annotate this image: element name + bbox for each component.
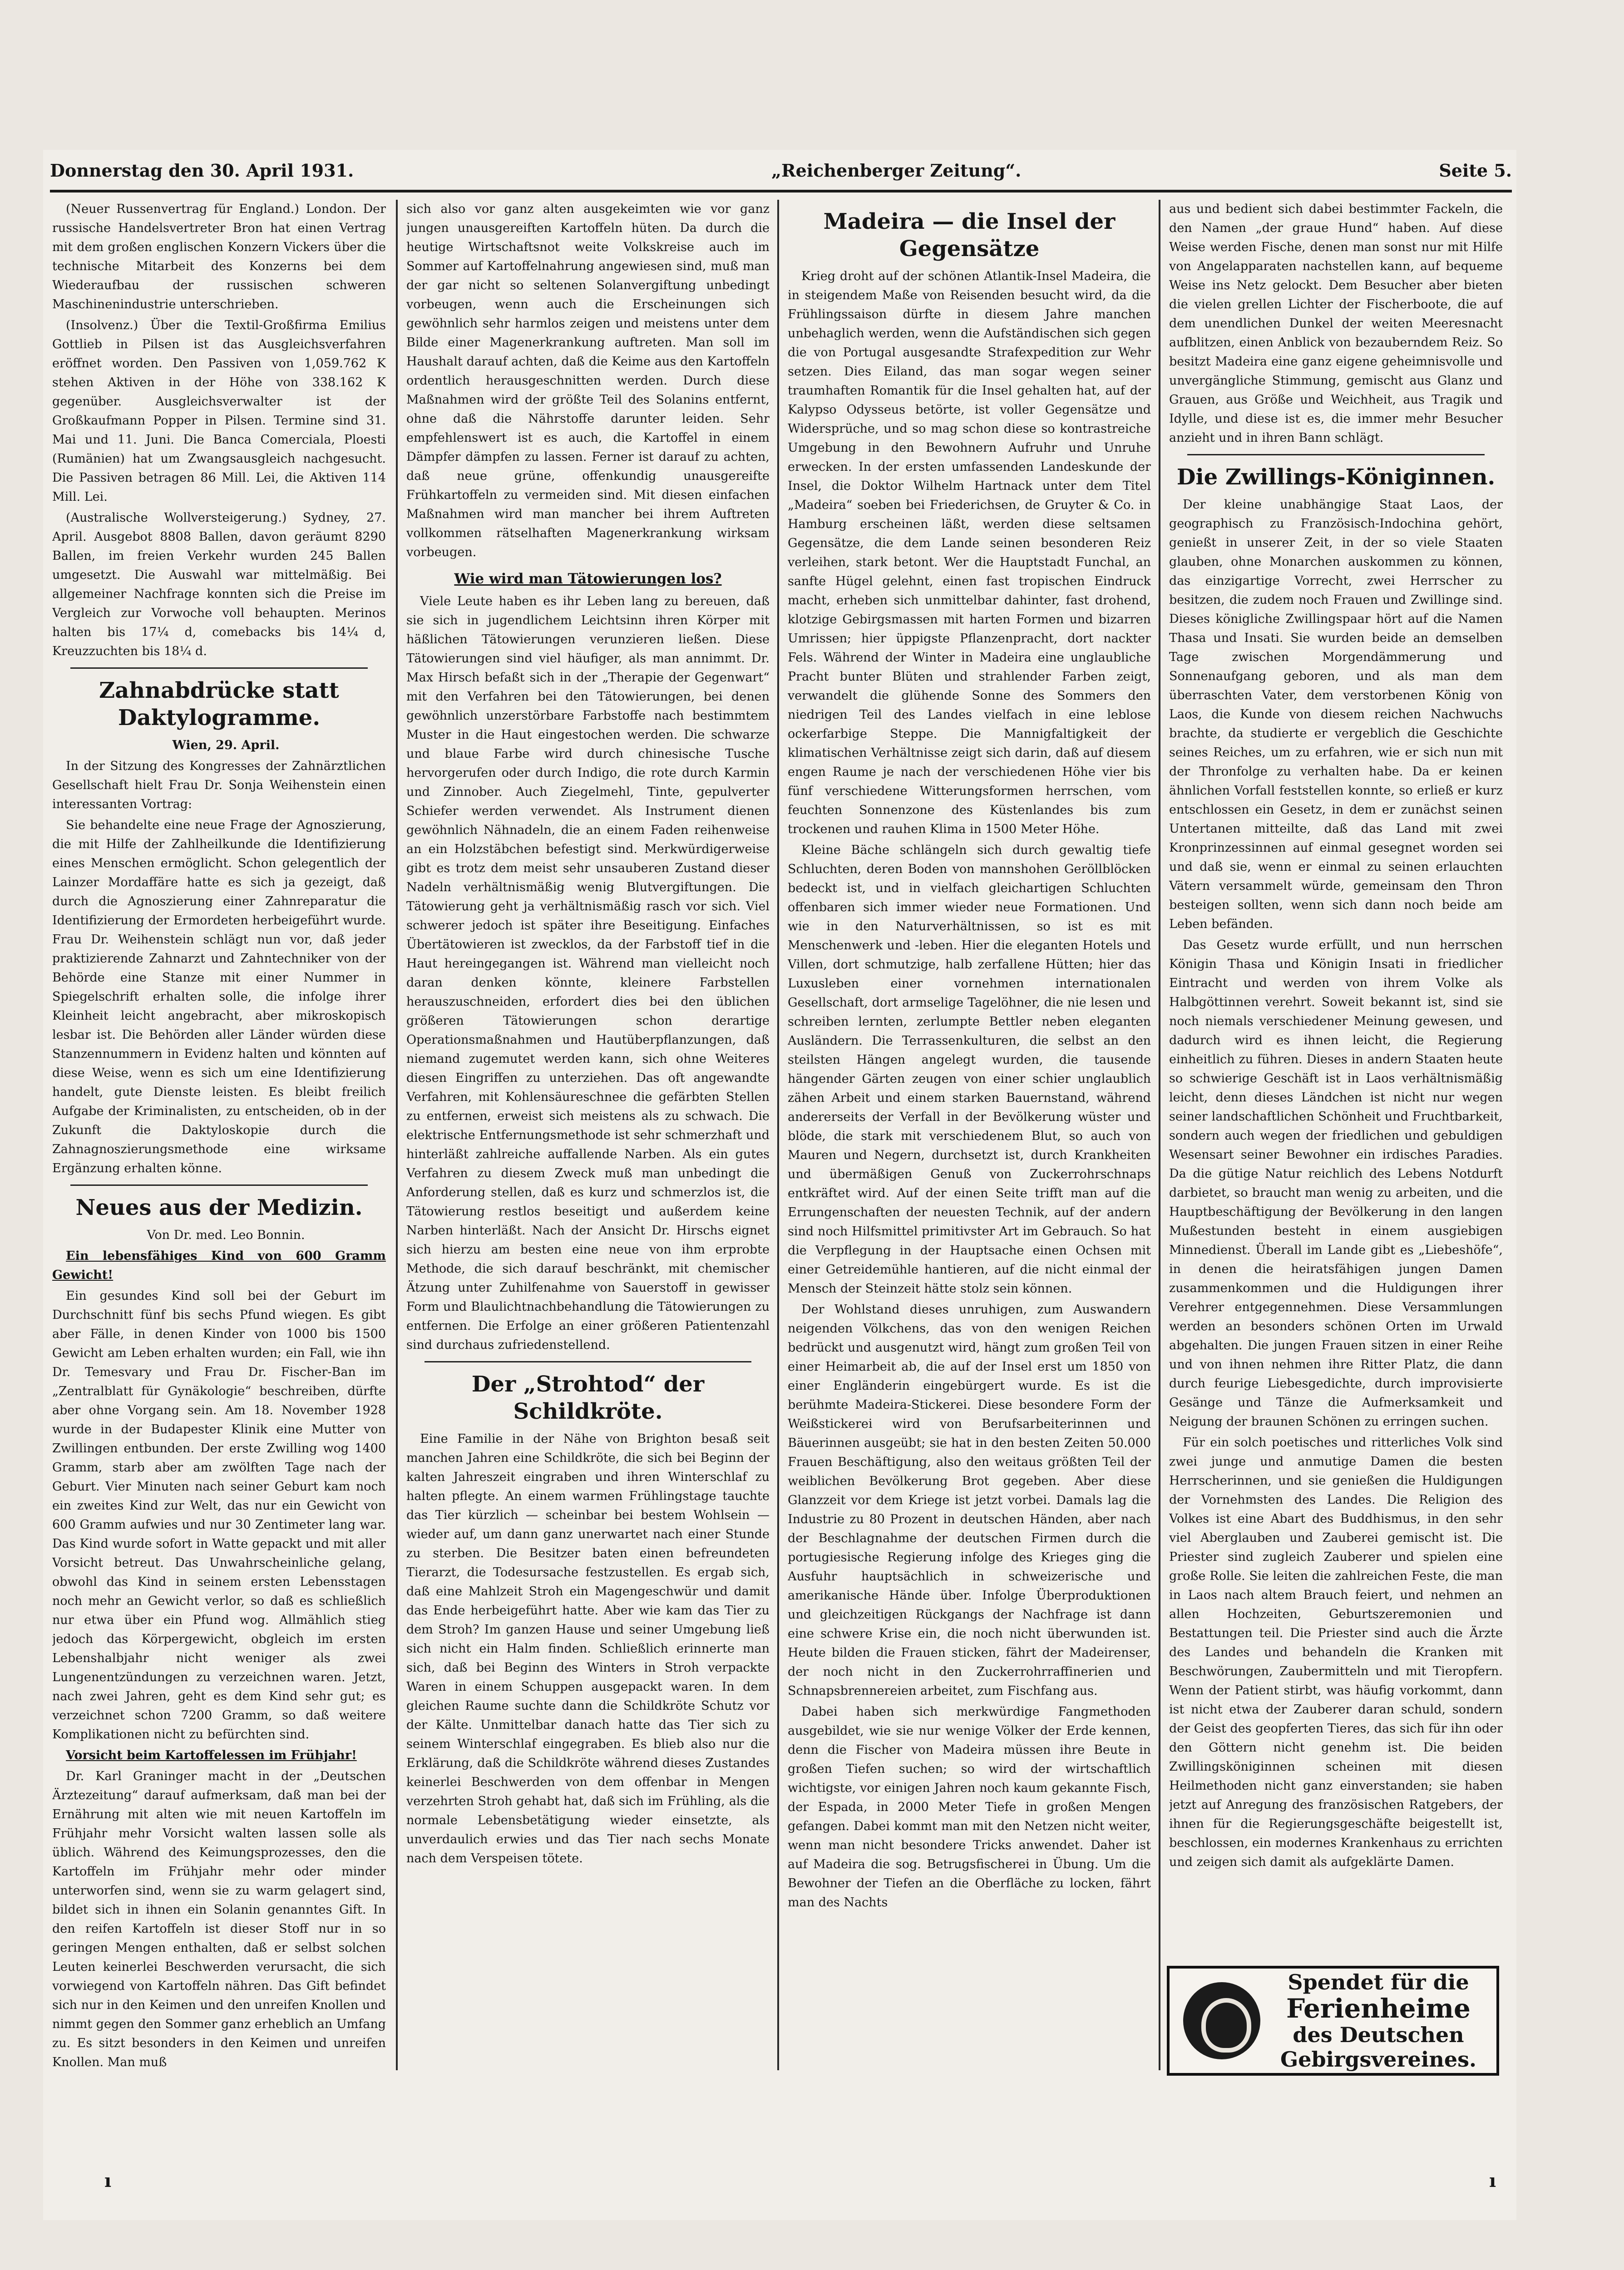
article-headline: Die Zwillings-Königinnen. xyxy=(1176,464,1496,490)
edelweiss-emblem-icon xyxy=(1183,1982,1260,2059)
article-subheading: Ein lebensfähiges Kind von 600 Gramm Gewicht! xyxy=(52,1249,386,1282)
article-paragraph: Eine Familie in der Nähe von Brighton besaß seit manchen Jahren eine Schildkröte, die sich bei Beginn der kalten Jahreszeit eingraben und ihren Winterschlaf zu halten pflegte. An einem warmen Frühlingstage tauchte das Tier kürzlich — scheinbar bei bestem Wohlsein — wieder auf, um dann ganz unerwartet nach einer Stunde zu sterben. Die Besitzer baten einen befreundeten Tierarzt, die Todesursache festzustellen. Es ergab sich, daß eine Mahlzeit Stroh ein Magengeschwür und damit das Ende herbeigeführt hatte. Aber wie kam das Tier zu dem Stroh? Im ganzen Hause und seiner Umgebung ließ sich nicht ein Halm finden. Schließlich erinnerte man sich, daß bei Beginn des Winters in Stroh verpackte Waren in einem Schuppen ausgepackt waren. In dem gleichen Raume suchte dann die Schildkröte Schutz vor der Kälte. Unmittelbar danach hatte das Tier sich zu seinem Winterschlaf eingegraben. Es blieb also nur die Erklärung, daß die Schildkröte während dieses Zustandes keinerlei Beschwerden von dem offenbar in Mengen verzehrten Stroh gehabt hat, daß sich im Frühling, als die normale Lebensbetätigung wieder einsetzte, als unverdaulich erwies und das Tier nach sechs Monate nach dem Verspeisen tötete. xyxy=(406,1432,770,1865)
divider xyxy=(70,667,368,669)
column-rule xyxy=(777,200,779,2070)
article-paragraph: Für ein solch poetisches und ritterliches Volk sind zwei junge und anmutige Damen die besten Herrscherinnen, und sie genießen die Huldigungen der Vornehmsten des Landes. Die Religion des Volkes ist eine Abart des Buddhismus, in den sehr viel Aberglauben und Zauberei gemischt ist. Die Priester sind zugleich Zauberer und spielen eine große Rolle. Sie leiten die zahlreichen Feste, die man in Laos nach altem Brauch feiert, und nehmen an allen Hochzeiten, Geburtszeremonien und Bestattungen teil. Die Priester sind auch die Ärzte des Landes und behandeln die Kranken mit Beschwörungen, Zaubermitteln und mit Tieropfern. Wenn der Patient stirbt, was häufig vorkommt, dann ist nicht etwa der Zauberer daran schuld, sondern der Geist des geopferten Tieres, das sich für ihn oder den Göttern nicht genehm ist. Die beiden Zwillingsköniginnen scheinen mit diesen Heilmethoden nicht ganz einverstanden; sie haben jetzt auf Anregung des französischen Ratgebers, der ihnen für die Regierungsgeschäfte beigestellt ist, beschlossen, ein modernes Krankenhaus zu errichten und zeigen sich damit als aufgeklärte Damen. xyxy=(1169,1436,1503,1869)
article-paragraph: Krieg droht auf der schönen Atlantik-Insel Madeira, die in steigendem Maße von Reisenden besucht wird, da die Frühlingssaison dürfte in diesem Jahre manchen unbehaglich werden, wenn die Aufständischen sich gegen die von Portugal ausgesandte Strafexpedition zur Wehr setzen. Dies Eiland, das man sogar wegen seiner traumhaften Romantik für die Insel gehalten hat, auf der Kalypso Odysseus betörte, ist voller Gegensätze und Widersprüche, und so mag schon diese so kontrastreiche Umgebung in den Bewohnern Aufruhr und Unruhe erwecken. In der ersten umfassenden Landeskunde der Insel, die Doktor Wilhelm Hartnack unter dem Titel „Madeira“ soeben bei Friederichsen, de Gruyter & Co. in Hamburg erscheinen läßt, werden diese seltsamen Gegensätze, die dem Lande seinen besonderen Reiz verleihen, stark betont. Wer die Hauptstadt Funchal, an sanfte Hügel gelehnt, einen fast tropischen Eindruck macht, erheben sich unmittelbar dahinter, fast drohend, klotzige Gebirgsmassen mit harten Formen und bizarren Umrissen; hier üppigste Pflanzenpracht, dort nackter Fels. Während der Winter in Madeira eine unglaubliche Pracht bunter Blüten und strahlender Farben zeigt, verwandelt die glühende Sonne des Sommers den niedrigen Teil des Landes vielfach in eine leblose ockerfarbige Steppe. Die Mannigfaltigkeit der klimatischen Verhältnisse zeigt sich darin, daß auf diesem engen Raume je nach der verschiedenen Höhe vier bis fünf verschiedene Witterungsformen herrschen, vom feuchten Sonnenzone des Küstenlandes bis zum trockenen und rauhen Klima in 1500 Meter Höhe. xyxy=(788,269,1151,836)
header-date: Donnerstag den 30. April 1931. xyxy=(50,160,354,181)
news-item: (Insolvenz.) Über die Textil-Großfirma Emilius Gottlieb in Pilsen ist das Ausgleichsverfahren eröffnet worden. Den Passiven von 1,059.762 K stehen Aktiven in der Höhe von 338.162 K gegenüber. Ausgleichsverwalter ist der Großkaufmann Popper in Pilsen. Termine sind 31. Mai und 11. Juni. Die Banca Comerciala, Ploesti (Rumänien) hat um Zwangsausgleich nachgesucht. Die Passiven betragen 86 Mill. Lei, die Aktiven 114 Mill. Lei. xyxy=(52,318,386,504)
divider xyxy=(1187,454,1485,455)
column-4 xyxy=(1169,200,1503,1943)
donation-advertisement xyxy=(1167,1966,1499,2076)
binding-mark: ı xyxy=(104,2170,112,2191)
article-paragraph: Sie behandelte eine neue Frage der Agnoszierung, die mit Hilfe der Zahlheilkunde die Identifizierung eines Menschen ermöglicht. Schon gelegentlich der Lainzer Mordaffäre hatte es sich ja gezeigt, daß durch die Agnoszierung einer Zahnreparatur die Identifizierung der Ermordeten herbeigeführt wurde. Frau Dr. Weihenstein schlägt nun vor, daß jeder praktizierende Zahnarzt und Zahntechniker von der Behörde eine Stanze mit einer Nummer in Spiegelschrift erhalten solle, die infolge ihrer Kleinheit leicht angebracht, aber mikroskopisch lesbar ist. Die Behörden aller Länder würden diese Stanzennummern in Evidenz halten und könnten auf diese Weise, wenn es sich um eine Identifizierung handelt, gute Dienste leisten. Es bleibt freilich Aufgabe der Kriminalisten, zu entscheiden, ob in der Zukunft die Daktyloskopie durch die Zahnagnoszierungsmethode eine wirksame Ergänzung erhalten könne. xyxy=(52,818,386,1175)
news-item: (Neuer Russenvertrag für England.) London. Der russische Handelsvertreter Bron hat einen Vertrag mit dem großen englischen Konzern Vickers über die technische Mitarbeit des Konzerns bei dem Wiederaufbau der russischen schweren Maschinenindustrie unterschrieben. xyxy=(52,202,386,311)
article-paragraph: Der kleine unabhängige Staat Laos, der geographisch zu Französisch-Indochina gehört, genießt in unserer Zeit, in der so viele Staaten glauben, ohne Monarchen auskommen zu können, das einzigartige Vorrecht, zwei Herrscher zu besitzen, die zudem noch Frauen und Zwillinge sind. Dieses königliche Zwillingspaar hört auf die Namen Thasa und Insati. Sie wurden beide an demselben Tage zwischen Morgendämmerung und Sonnenaufgang geboren, und als man dem überraschten Vater, dem verstorbenen König von Laos, die Kunde von diesem reichen Nachwuchs brachte, da studierte er vergeblich die Geschichte seines Reiches, um zu erfahren, wie er sich nun mit der Thronfolge zu verhalten habe. Da er keinen ähnlichen Vorfall feststellen konnte, so erließ er kurz entschlossen ein Gesetz, in dem er zunächst seinen Untertanen mitteilte, daß das Land mit zwei Kronprinzessinnen auf einmal gesegnet worden sei und daß sie, wenn er einmal zu seinen erlauchten Vätern versammelt würde, gemeinsam den Thron besteigen sollten, wenn sich dann noch beide am Leben befänden. xyxy=(1169,498,1503,931)
article-headline: Madeira — die Insel der Gegensätze xyxy=(823,209,1116,262)
ad-line: Gebirgsvereines. xyxy=(1280,2047,1477,2072)
column-rule xyxy=(1159,200,1160,2070)
column-3 xyxy=(788,200,1151,2070)
ad-line: des Deutschen xyxy=(1293,2023,1464,2047)
column-rule xyxy=(396,200,398,2070)
header-page-number: Seite 5. xyxy=(1439,160,1512,181)
article-byline: Von Dr. med. Leo Bonnin. xyxy=(147,1228,305,1242)
article-paragraph: Dr. Karl Graninger macht in der „Deutschen Ärztezeitung“ darauf aufmerksam, daß man bei der Ernährung mit alten wie mit neuen Kartoffeln im Frühjahr mehr Vorsicht walten lassen solle als üblich. Während des Keimungsprozesses, den die Kartoffeln im Frühjahr mehr oder minder unterworfen sind, wenn sie zu warm gelagert sind, bildet sich in ihnen ein Solanin genanntes Gift. In den reifen Kartoffeln ist dieser Stoff nur in so geringen Mengen enthalten, daß er selbst solchen Leuten keinerlei Beschwerden verursacht, die sich vorwiegend von Kartoffeln nähren. Das Gift befindet sich nur in den Keimen und den unreifen Knollen und nimmt gegen den Sommer ganz erheblich an Umfang zu. Es sitzt besonders in den Keimen und unreifen Knollen. Man muß xyxy=(52,1769,386,2069)
header-masthead: „Reichenberger Zeitung“. xyxy=(771,160,1022,181)
news-item: (Australische Wollversteigerung.) Sydney, 27. April. Ausgebot 8808 Ballen, davon geräumt 8290 Ballen, im freien Verkehr wurden 245 Ballen umgesetzt. Die Auswahl war mittelmäßig. Bei allgemeiner Nachfrage konnten sich die Preise im Vergleich zur Vorwoche voll behaupten. Merinos halten bis 17¼ d, comebacks bis 14¼ d, Kreuzzuchten bis 18¼ d. xyxy=(52,511,386,658)
article-subheading: Vorsicht beim Kartoffelessen im Frühjahr! xyxy=(66,1748,357,1762)
article-headline: Der „Strohtod“ der Schildkröte. xyxy=(471,1372,705,1424)
column-1 xyxy=(52,200,386,2070)
article-paragraph: sich also vor ganz alten ausgekeimten wie vor ganz jungen unausgereiften Kartoffeln hüten. Da durch die heutige Wirtschaftsnot weite Volkskreise auch im Sommer auf Kartoffelnahrung angewiesen sind, muß man der gar nicht so seltenen Solanvergiftung unbedingt vorbeugen, wenn auch die Erscheinungen sich gewöhnlich sehr harmlos zeigen und meistens unter dem Bilde einer Magenerkrankung auftreten. Man soll im Haushalt darauf achten, daß die Keime aus den Kartoffeln ordentlich herausgeschnitten werden. Durch diese Maßnahmen wird der größte Teil des Solanins entfernt, ohne daß die Nährstoffe darunter leiden. Sehr empfehlenswert ist es auch, die Kartoffel in einem Dämpfer dämpfen zu lassen. Ferner ist darauf zu achten, daß neue grüne, offenkundig unausgereifte Frühkartoffeln zu vermeiden sind. Mit diesen einfachen Maßnahmen wird man mancher bei ihrem Auftreten vollkommen rätselhaften Magenerkrankung wirksam vorbeugen. xyxy=(406,202,770,559)
divider xyxy=(425,1361,751,1362)
binding-mark: ı xyxy=(1489,2170,1496,2191)
article-dateline: Wien, 29. April. xyxy=(172,738,280,752)
advertisement-text xyxy=(1260,1970,1496,2072)
page-header xyxy=(50,154,1512,192)
article-paragraph: Der Wohlstand dieses unruhigen, zum Auswandern neigenden Völkchens, das von den wenigen Reichen bedrückt und ausgenutzt wird, hängt zum großen Teil von einer Heimarbeit ab, die auf der Insel erst um 1850 von einer Engländerin eingebürgert wurde. Es ist die berühmte Madeira-Stickerei. Diese besondere Form der Weißstickerei wird von Berufsarbeiterinnen und Bäuerinnen ausgeübt; sie hat in den besten Zeiten 50.000 Frauen Beschäftigung, also den weitaus größten Teil der weiblichen Bevölkerung Brot gegeben. Aber diese Glanzzeit vor dem Kriege ist jetzt vorbei. Damals lag die Industrie zu 80 Prozent in deutschen Händen, aber nach der Beschlagnahme der deutschen Firmen durch die portugiesische Regierung infolge des Krieges ging die Ausfuhr hauptsächlich in schweizerische und amerikanische Hände über. Infolge Überproduktionen und gleichzeitigen Rückgangs der Nachfrage ist dann eine schwere Krise ein, die noch nicht überwunden ist. Heute bilden die Frauen sticken, fährt der Madeirenser, der noch nicht in den Zuckerrohrraffinerien und Schnapsbrennereien arbeitet, zum Fischfang aus. xyxy=(788,1303,1151,1698)
article-paragraph: In der Sitzung des Kongresses der Zahnärztlichen Gesellschaft hielt Frau Dr. Sonja Weihenstein einen interessanten Vortrag: xyxy=(52,759,386,811)
column-2 xyxy=(406,200,770,2070)
ad-line: Ferienheime xyxy=(1286,1993,1471,2024)
article-headline: Zahnabdrücke statt Daktylogramme. xyxy=(99,678,339,730)
article-paragraph: Ein gesundes Kind soll bei der Geburt im Durchschnitt fünf bis sechs Pfund wiegen. Es gibt aber Fälle, in denen Kinder von 1000 bis 1500 Gewicht am Leben erhalten wurden; ein Fall, wie ihn Dr. Temesvary und Frau Dr. Fischer-Ban im „Zentralblatt für Gynäkologie“ beschreiben, dürfte aber ohne Vorgang sein. Am 18. November 1928 wurde in der Budapester Klinik eine Mutter von Zwillingen entbunden. Der erste Zwilling wog 1400 Gramm, starb aber am zwölften Tage nach der Geburt. Vier Minuten nach seiner Geburt kam noch ein zweites Kind zur Welt, das nur ein Gewicht von 600 Gramm aufwies und nur 30 Zentimeter lang war. Das Kind wurde sofort in Watte gepackt und mit aller Vorsicht betreut. Das Unwahrscheinliche gelang, obwohl das Kind in seinem ersten Lebensstagen noch mehr an Gewicht verlor, so daß es schließlich nur etwa über ein Pfund wog. Allmählich stieg jedoch das Körpergewicht, obgleich im ersten Lebenshalbjahr nicht weniger als zwei Lungenentzündungen zu verzeichnen waren. Jetzt, nach zwei Jahren, geht es dem Kind sehr gut; es verzeichnet schon 7200 Gramm, so daß weitere Komplikationen nicht zu befürchten sind. xyxy=(52,1289,386,1742)
article-paragraph: Dabei haben sich merkwürdige Fangmethoden ausgebildet, wie sie nur wenige Völker der Erde kennen, denn die Fischer von Madeira müssen ihre Beute in großen Tiefen suchen; so wird der wirtschaftlich wichtigste, vor einigen Jahren noch kaum gekannte Fisch, der Espada, in 2000 Meter Tiefe in großen Mengen gefangen. Dabei kommt man mit den Netzen nicht weiter, wenn man nicht besondere Tricks anwendet. Daher ist auf Madeira die sog. Betrugsfischerei in Übung. Um die Bewohner der Tiefen an die Oberfläche zu locken, fährt man des Nachts xyxy=(788,1705,1151,1910)
article-paragraph: Das Gesetz wurde erfüllt, und nun herrschen Königin Thasa und Königin Insati in friedlicher Eintracht und werden von ihrem Volke als Halbgöttinnen verehrt. Soweit bekannt ist, sind sie noch niemals verschiedener Meinung gewesen, und dadurch wird es ihnen leicht, die Regierung einheitlich zu führen. Dieses in andern Staaten heute so schwierige Geschäft ist in Laos verhältnismäßig leicht, denn dieses Ländchen ist nicht nur wegen seiner landschaftlichen Schönheit und Fruchtbarkeit, sondern auch wegen der friedlichen und gebuldigen Wesensart seiner Bewohner ein irdisches Paradies. Da die gütige Natur reichlich des Lebens Notdurft darbietet, so braucht man wenig zu arbeiten, und die Hauptbeschäftigung der Bevölkerung in den langen Mußestunden besteht in einem ausgiebigen Minnedienst. Überall im Lande gibt es „Liebeshöfe“, in denen die heiratsfähigen jungen Damen zusammenkommen und die Huldigungen ihrer Verehrer entgegennehmen. Diese Versammlungen werden an besonders schönen Orten im Urwald abgehalten. Die jungen Frauen sitzen in einer Reihe und von ihnen nehmen ihre Ritter Platz, die dann durch feurige Liebesgedichte, durch improvisierte Gesänge und Tänze die Aufmerksamkeit und Neigung der braunen Schönen zu erringen suchen. xyxy=(1169,938,1503,1429)
article-paragraph: aus und bedient sich dabei bestimmter Fackeln, die den Namen „der graue Hund“ haben. Auf diese Weise werden Fische, denen man sonst nur mit Hilfe von Angelapparaten nachstellen kann, auf bequeme Weise ins Netz gelockt. Dem Besucher aber bieten die vielen grellen Lichter der Fischerboote, die auf dem unendlichen Dunkel der weiten Meeresnacht aufblitzen, einen Anblick von bezauberndem Reiz. So besitzt Madeira eine ganz eigene geheimnisvolle und unvergängliche Stimmung, gemischt aus Glanz und Grauen, aus Größe und Weichheit, aus Tragik und Idylle, und diese ist es, die immer mehr Besucher anzieht und in ihren Bann schlägt. xyxy=(1169,202,1503,445)
ad-line: Spendet für die xyxy=(1288,1970,1469,1994)
divider xyxy=(70,1184,368,1186)
article-paragraph: Kleine Bäche schlängeln sich durch gewaltig tiefe Schluchten, deren Boden von mannshohen Geröllblöcken bedeckt ist, und in vielfach gleichartigen Schluchten offenbaren sich immer wieder neue Formationen. Und wie in den Naturverhältnissen, so ist es mit Menschenwerk und -leben. Hier die eleganten Hotels und Villen, dort schmutzige, halb zerfallene Hütten; hier das Luxusleben einer vornehmen internationalen Gesellschaft, dort armselige Tagelöhner, die nie lesen und schreiben lernten, zerlumpte Bettler neben eleganten Ausländern. Die Terrassenkulturen, die selbst an den steilsten Hängen angelegt wurden, die tausende hängender Gärten zeugen von einer schier unglaublich zähen Arbeit und einem starken Bauernstand, während andererseits der Verfall in der Bevölkerung wüster und blöde, die stark mit verschiedenem Blut, so auch von Mauren und Negern, durchsetzt ist, durch Krankheiten und übermäßigen Genuß von Zuckerrohrschnaps entkräftet wird. Auf der einen Seite trifft man auf die Errungenschaften der neuesten Technik, auf der andern sind noch Hilfsmittel primitivster Art im Gebrauch. So hat die Verpflegung in der Hauptsache einen Ochsen mit einer Getreidemühle hantieren, auf die nicht einmal der Mensch der Steinzeit hätte stolz sein können. xyxy=(788,843,1151,1296)
article-headline: Neues aus der Medizin. xyxy=(75,1195,363,1220)
article-subheading: Wie wird man Tätowierungen los? xyxy=(454,571,722,587)
article-paragraph: Viele Leute haben es ihr Leben lang zu bereuen, daß sie sich in jugendlichem Leichtsinn ihren Körper mit häßlichen Tätowierungen verunzieren ließen. Diese Tätowierungen sind viel häufiger, als man annimmt. Dr. Max Hirsch befaßt sich in der „Therapie der Gegenwart“ mit den Verfahren bei den Tätowierungen, bei denen gewöhnlich unzerstörbare Farbstoffe nach bestimmtem Muster in die Haut eingestochen werden. Die schwarze und blaue Farbe wird durch chinesische Tusche hervorgerufen oder durch Indigo, die rote durch Karmin und Zinnober. Auch Ziegelmehl, Tinte, gepulverter Schiefer werden verwendet. Als Instrument dienen gewöhnlich Nähnadeln, die an einem Faden reihenweise an ein Holzstäbchen befestigt sind. Merkwürdigerweise gibt es trotz dem meist sehr unsauberen Zustand dieser Nadeln verhältnismäßig wenig Blutvergiftungen. Die Tätowierung geht ja verhältnismäßig rasch vor sich. Viel schwerer jedoch ist später ihre Beseitigung. Einfaches Übertätowieren ist zwecklos, da der Farbstoff tief in die Haut hereingegangen ist. Während man vielleicht noch daran denken könnte, kleinere Farbstellen herauszuschneiden, erfordert dies bei den üblichen größeren Tätowierungen schon derartige Operationsmaßnahmen und Hautüberpflanzungen, daß niemand zugemutet werden kann, sich ohne Weiteres diesen Eingriffen zu unterziehen. Das oft angewandte Verfahren, mit Kohlensäureschnee die gefärbten Stellen zu entfernen, erweist sich meistens als zu schwach. Die elektrische Entfernungsmethode ist sehr schmerzhaft und hinterläßt zahlreiche auffallende Narben. Als ein gutes Verfahren zu diesem Zweck muß man unbedingt die Anforderung stellen, daß es kurz und schmerzlos ist, die Tätowierung restlos beseitigt und außerdem keine Narben hinterläßt. Nach der Ansicht Dr. Hirschs eignet sich hierzu am besten eine neue von ihm erprobte Methode, die sich darauf beschränkt, mit chemischer Ätzung unter Zuhilfenahme von Sauerstoff in gewisser Form und Blaulichtnachbehandlung die Tätowierungen zu entfernen. Die Erfolge an einer größeren Patientenzahl sind durchaus zufriedenstellend. xyxy=(406,594,770,1352)
